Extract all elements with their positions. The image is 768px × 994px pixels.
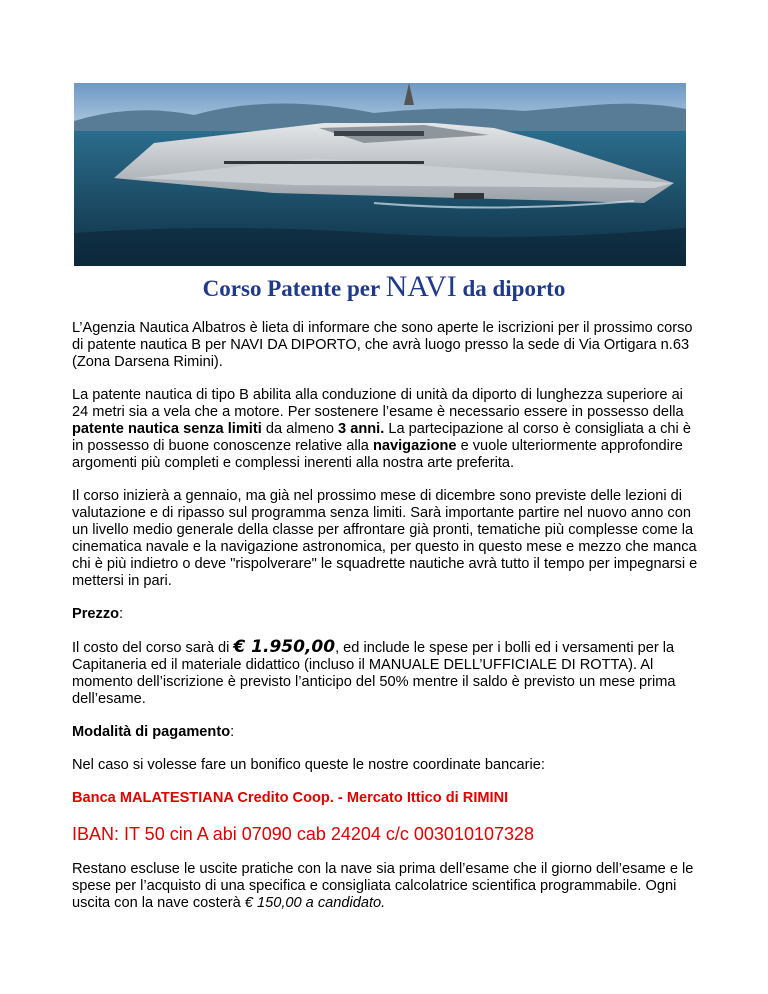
yacht-photo: [74, 83, 686, 266]
license-text: e vuole ulteriormente approfondire argomenti più completi e complessi inerenti alla nostra arte preferita.: [72, 438, 683, 471]
license-bold: patente nautica senza limiti: [72, 421, 262, 437]
license-text: da almeno: [261, 421, 339, 437]
title-part2: da diporto: [456, 276, 566, 301]
title-part1: Corso Patente per: [202, 276, 386, 301]
document-body: [72, 320, 700, 928]
years-bold: 3 anni.: [338, 421, 385, 437]
license-text: La partecipazione al corso è consigliata a chi è in possesso di buone conoscenze relative alla: [72, 421, 691, 454]
intro-paragraph: L’Agenzia Nautica Albatros è lieta di informare che sono aperte le iscrizioni per il prossimo corso di patente nautica B per NAVI DA DIPORTO, che avrà luogo presso la sede di Via Ortigara n.63 (Zona Darsena Rimini).: [72, 320, 693, 370]
title-navi: NAVI: [385, 270, 457, 303]
license-text: La patente nautica di tipo B abilita alla conduzione di unità da diporto di lunghezza superiore ai 24 metri sia a vela che a motore. Per sostenere l’esame è necessario essere in possesso della: [72, 387, 684, 420]
bank-name: Banca MALATESTIANA Credito Coop. - Mercato Ittico di RIMINI: [72, 790, 509, 806]
iban: IBAN: IT 50 cin A abi 07090 cab 24204 c/c 003010107328: [72, 824, 535, 844]
license-paragraph: [72, 387, 700, 472]
price-heading: Prezzo:: [72, 606, 124, 622]
price-heading-label: Prezzo: [72, 606, 120, 622]
price-amount: € 1.950,00: [233, 637, 336, 657]
closing-price: € 150,00 a candidato.: [244, 895, 386, 911]
page-title: [0, 270, 768, 304]
schedule-paragraph: Il corso inizierà a gennaio, ma già nel prossimo mese di dicembre sono previste delle lezioni di valutazione e di ripasso sul programma senza limiti. Sarà importante partire nel nuovo anno con un livello medio generale della classe per affrontare già pronti, tematiche più complesse come la cinematica navale e la navigazione astronomica, per questo in questo mese e mezzo che manca chi è più indietro o deve "rispolverare" le squadrette nautiche avrà tutto il tempo per impegnarsi e mettersi in pari.: [72, 488, 698, 589]
payment-heading: Modalità di pagamento:: [72, 724, 235, 740]
price-text: , ed include le spese per i bolli ed i versamenti per la Capitaneria ed il materiale didattico (incluso il MANUALE DELL’UFFICIALE DI ROTTA). Al momento dell’iscrizione è previsto l’anticipo del 50% mentre il saldo è previsto un mese prima dell’esame.: [72, 640, 676, 707]
navigation-bold: navigazione: [372, 438, 457, 454]
closing-text: Restano escluse le uscite pratiche con la nave sia prima dell’esame che il giorno dell’esame e le spese per l’acquisto di una specifica e consigliata calcolatrice scientifica programmabile. Ogni uscita con la nave costerà: [72, 861, 694, 911]
closing-paragraph: [72, 861, 700, 912]
payment-heading-label: Modalità di pagamento: [72, 724, 231, 740]
price-text: Il costo del corso sarà di: [72, 640, 234, 656]
payment-paragraph: Nel caso si volesse fare un bonifico queste le nostre coordinate bancarie:: [72, 757, 545, 773]
price-paragraph: [72, 639, 700, 708]
